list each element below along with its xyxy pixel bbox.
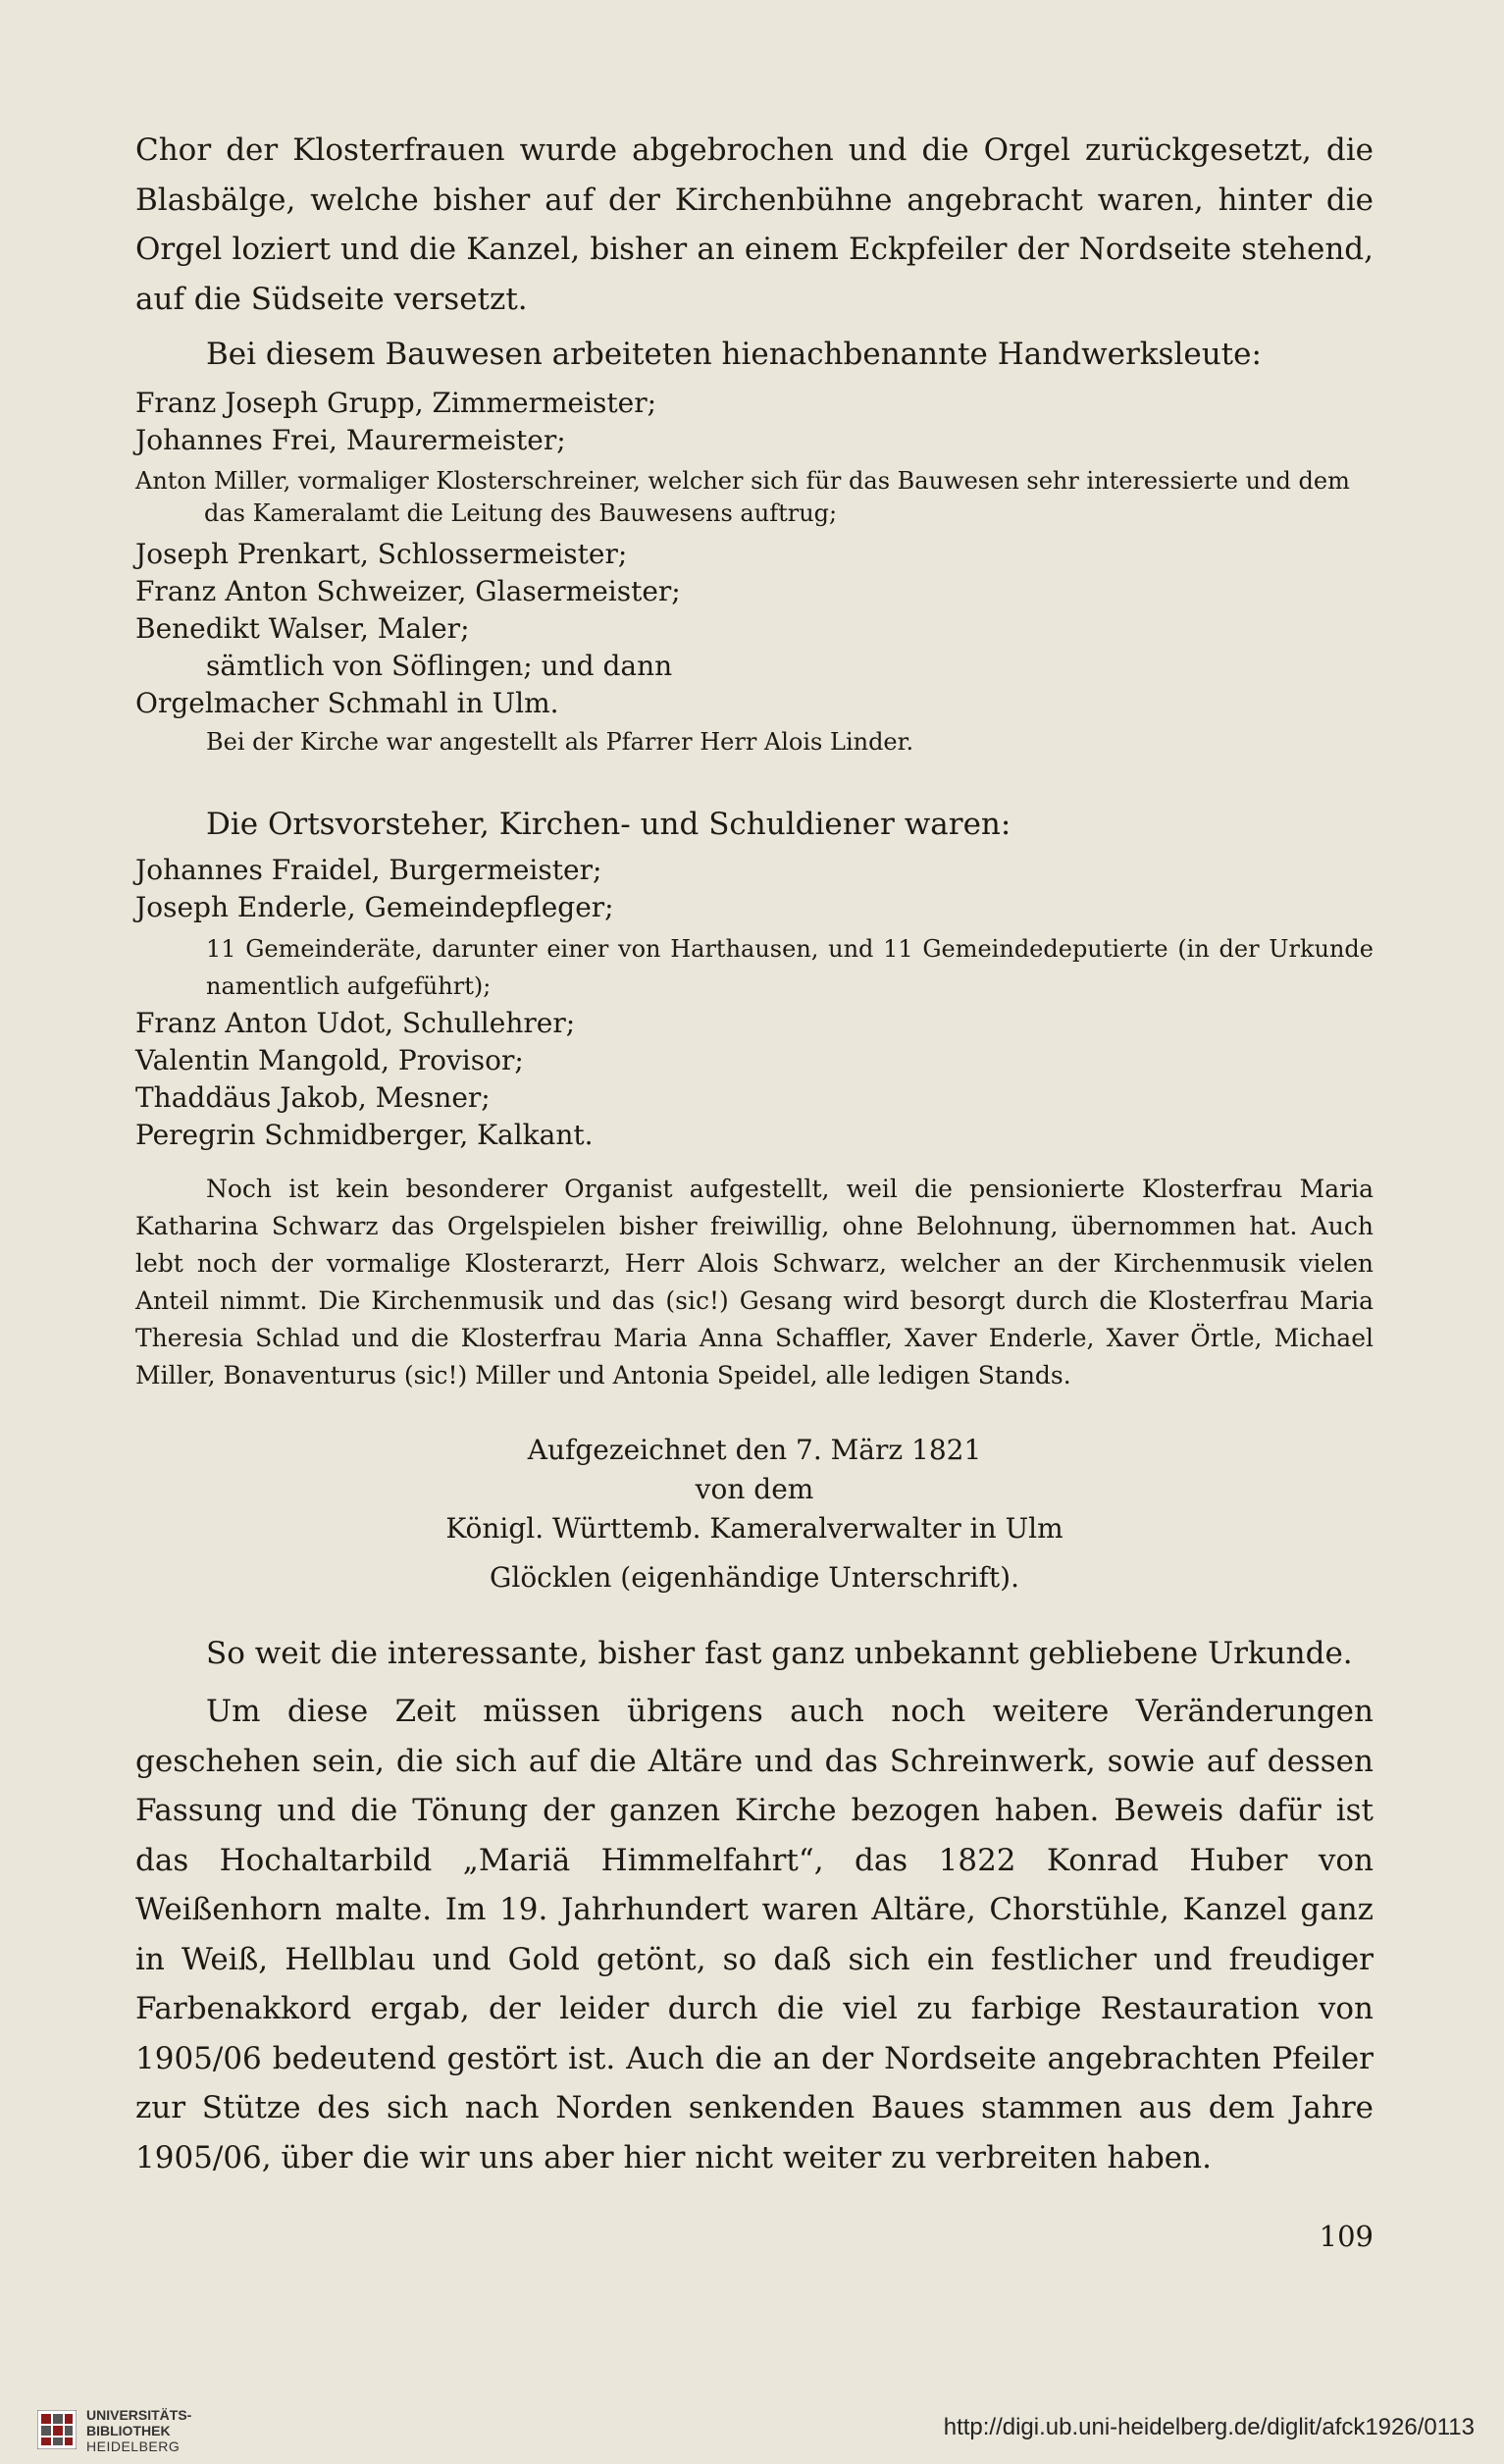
list-item: Johannes Fraidel, Burgermeister; [135,854,602,886]
list-item: Peregrin Schmidberger, Kalkant. [135,1119,594,1151]
list-item: Franz Anton Udot, Schullehrer; [135,1007,576,1039]
signature-block [135,1431,1374,1598]
list-item: Orgelmacher Schmahl in Ulm. [135,687,559,719]
list-item: Anton Miller, vormaliger Klosterschreiner, welcher sich für das Bauwesen sehr interessierte und dem das Kameralamt die Leitung des Bauwesens auftrug; [135,467,1350,527]
heading-officials: Die Ortsvorsteher, Kirchen- und Schuldiener waren: [206,807,1011,842]
signature-line: Aufgezeichnet den 7. März 1821 [527,1434,982,1466]
craftsmen-list [135,385,1374,759]
university-logo-icon [37,2410,77,2449]
list-item: Joseph Enderle, Gemeindepfleger; [135,891,614,923]
signature-line: Königl. Württemb. Kameralverwalter in Ulm [445,1512,1063,1545]
list-item: Joseph Prenkart, Schlossermeister; [135,538,628,570]
officials-list [135,852,1374,1154]
paragraph-organist: Noch ist kein besonderer Organist aufgestellt, weil die pensionierte Klosterfrau Maria Katharina Schwarz das Orgelspielen bisher freiwillig, ohne Belohnung, übernommen hat. Auch lebt noch der vormalige Klosterarzt, Herr Alois Schwarz, welcher an der Kirchenmusik vielen Anteil nimmt. Die Kirchenmusik und das (sic!) Gesang wird besorgt durch die Klosterfrau Maria Theresia Schlad und die Klosterfrau Maria Anna Schaffler, Xaver Enderle, Xaver Örtle, Michael Miller, Bonaventurus (sic!) Miller und Antonia Speidel, alle ledigen Stands. [135,1175,1374,1389]
list-item: Benedikt Walser, Maler; [135,612,470,645]
list-item: sämtlich von Söflingen; und dann [206,650,673,682]
list-item: Johannes Frei, Maurermeister; [135,424,566,456]
library-name: UNIVERSITÄTS- BIBLIOTHEK HEIDELBERG [86,2407,192,2454]
list-item: Franz Anton Schweizer, Glasermeister; [135,575,681,607]
list-item: Bei der Kirche war angestellt als Pfarrer Herr Alois Linder. [206,728,914,756]
page-number: 109 [1319,2220,1374,2253]
list-item: 11 Gemeinderäte, darunter einer von Harthausen, und 11 Gemeindedeputierte (in der Urkunde namentlich aufgeführt); [206,935,1374,1000]
paragraph-changes: Um diese Zeit müssen übrigens auch noch weitere Veränderungen geschehen sein, die sich auf die Altäre und das Schreinwerk, sowie auf dessen Fassung und die Tönung der ganzen Kirche bezogen haben. Beweis dafür ist das Hochaltarbild „Mariä Himmelfahrt“, das 1822 Konrad Huber von Weißenhorn malte. Im 19. Jahrhundert waren Altäre, Chorstühle, Kanzel ganz in Weiß, Hellblau und Gold getönt, so daß sich ein festlicher und freudiger Farbenakkord ergab, der leider durch die viel zu farbige Restauration von 1905/06 bedeutend gestört ist. Auch die an der Nordseite angebrachten Pfeiler zur Stütze des sich nach Norden senkenden Baues stammen aus dem Jahre 1905/06, über die wir uns aber hier nicht weiter zu verbreiten haben. [135,1694,1374,2176]
list-item: Thaddäus Jakob, Mesner; [135,1081,491,1114]
list-item: Valentin Mangold, Provisor; [135,1044,524,1076]
list-item: Franz Joseph Grupp, Zimmermeister; [135,387,657,419]
paragraph-summary: So weit die interessante, bisher fast ganz unbekannt gebliebene Urkunde. [206,1636,1353,1671]
paragraph-choir: Chor der Klosterfrauen wurde abgebrochen und die Orgel zurückgesetzt, die Blasbälge, welche bisher auf der Kirchenbühne angebracht waren, hinter die Orgel loziert und die Kanzel, bisher an einem Eckpfeiler der Nordseite stehend, auf die Südseite versetzt. [135,132,1374,317]
footer [0,2375,1504,2464]
heading-craftsmen: Bei diesem Bauwesen arbeiteten hienachbenannte Handwerksleute: [206,337,1262,372]
signature-line: von dem [695,1473,814,1505]
source-url-link[interactable]: http://digi.ub.uni-heidelberg.de/diglit/afck1926/0113 [943,2414,1475,2440]
signature-line: Glöcklen (eigenhändige Unterschrift). [490,1561,1019,1594]
